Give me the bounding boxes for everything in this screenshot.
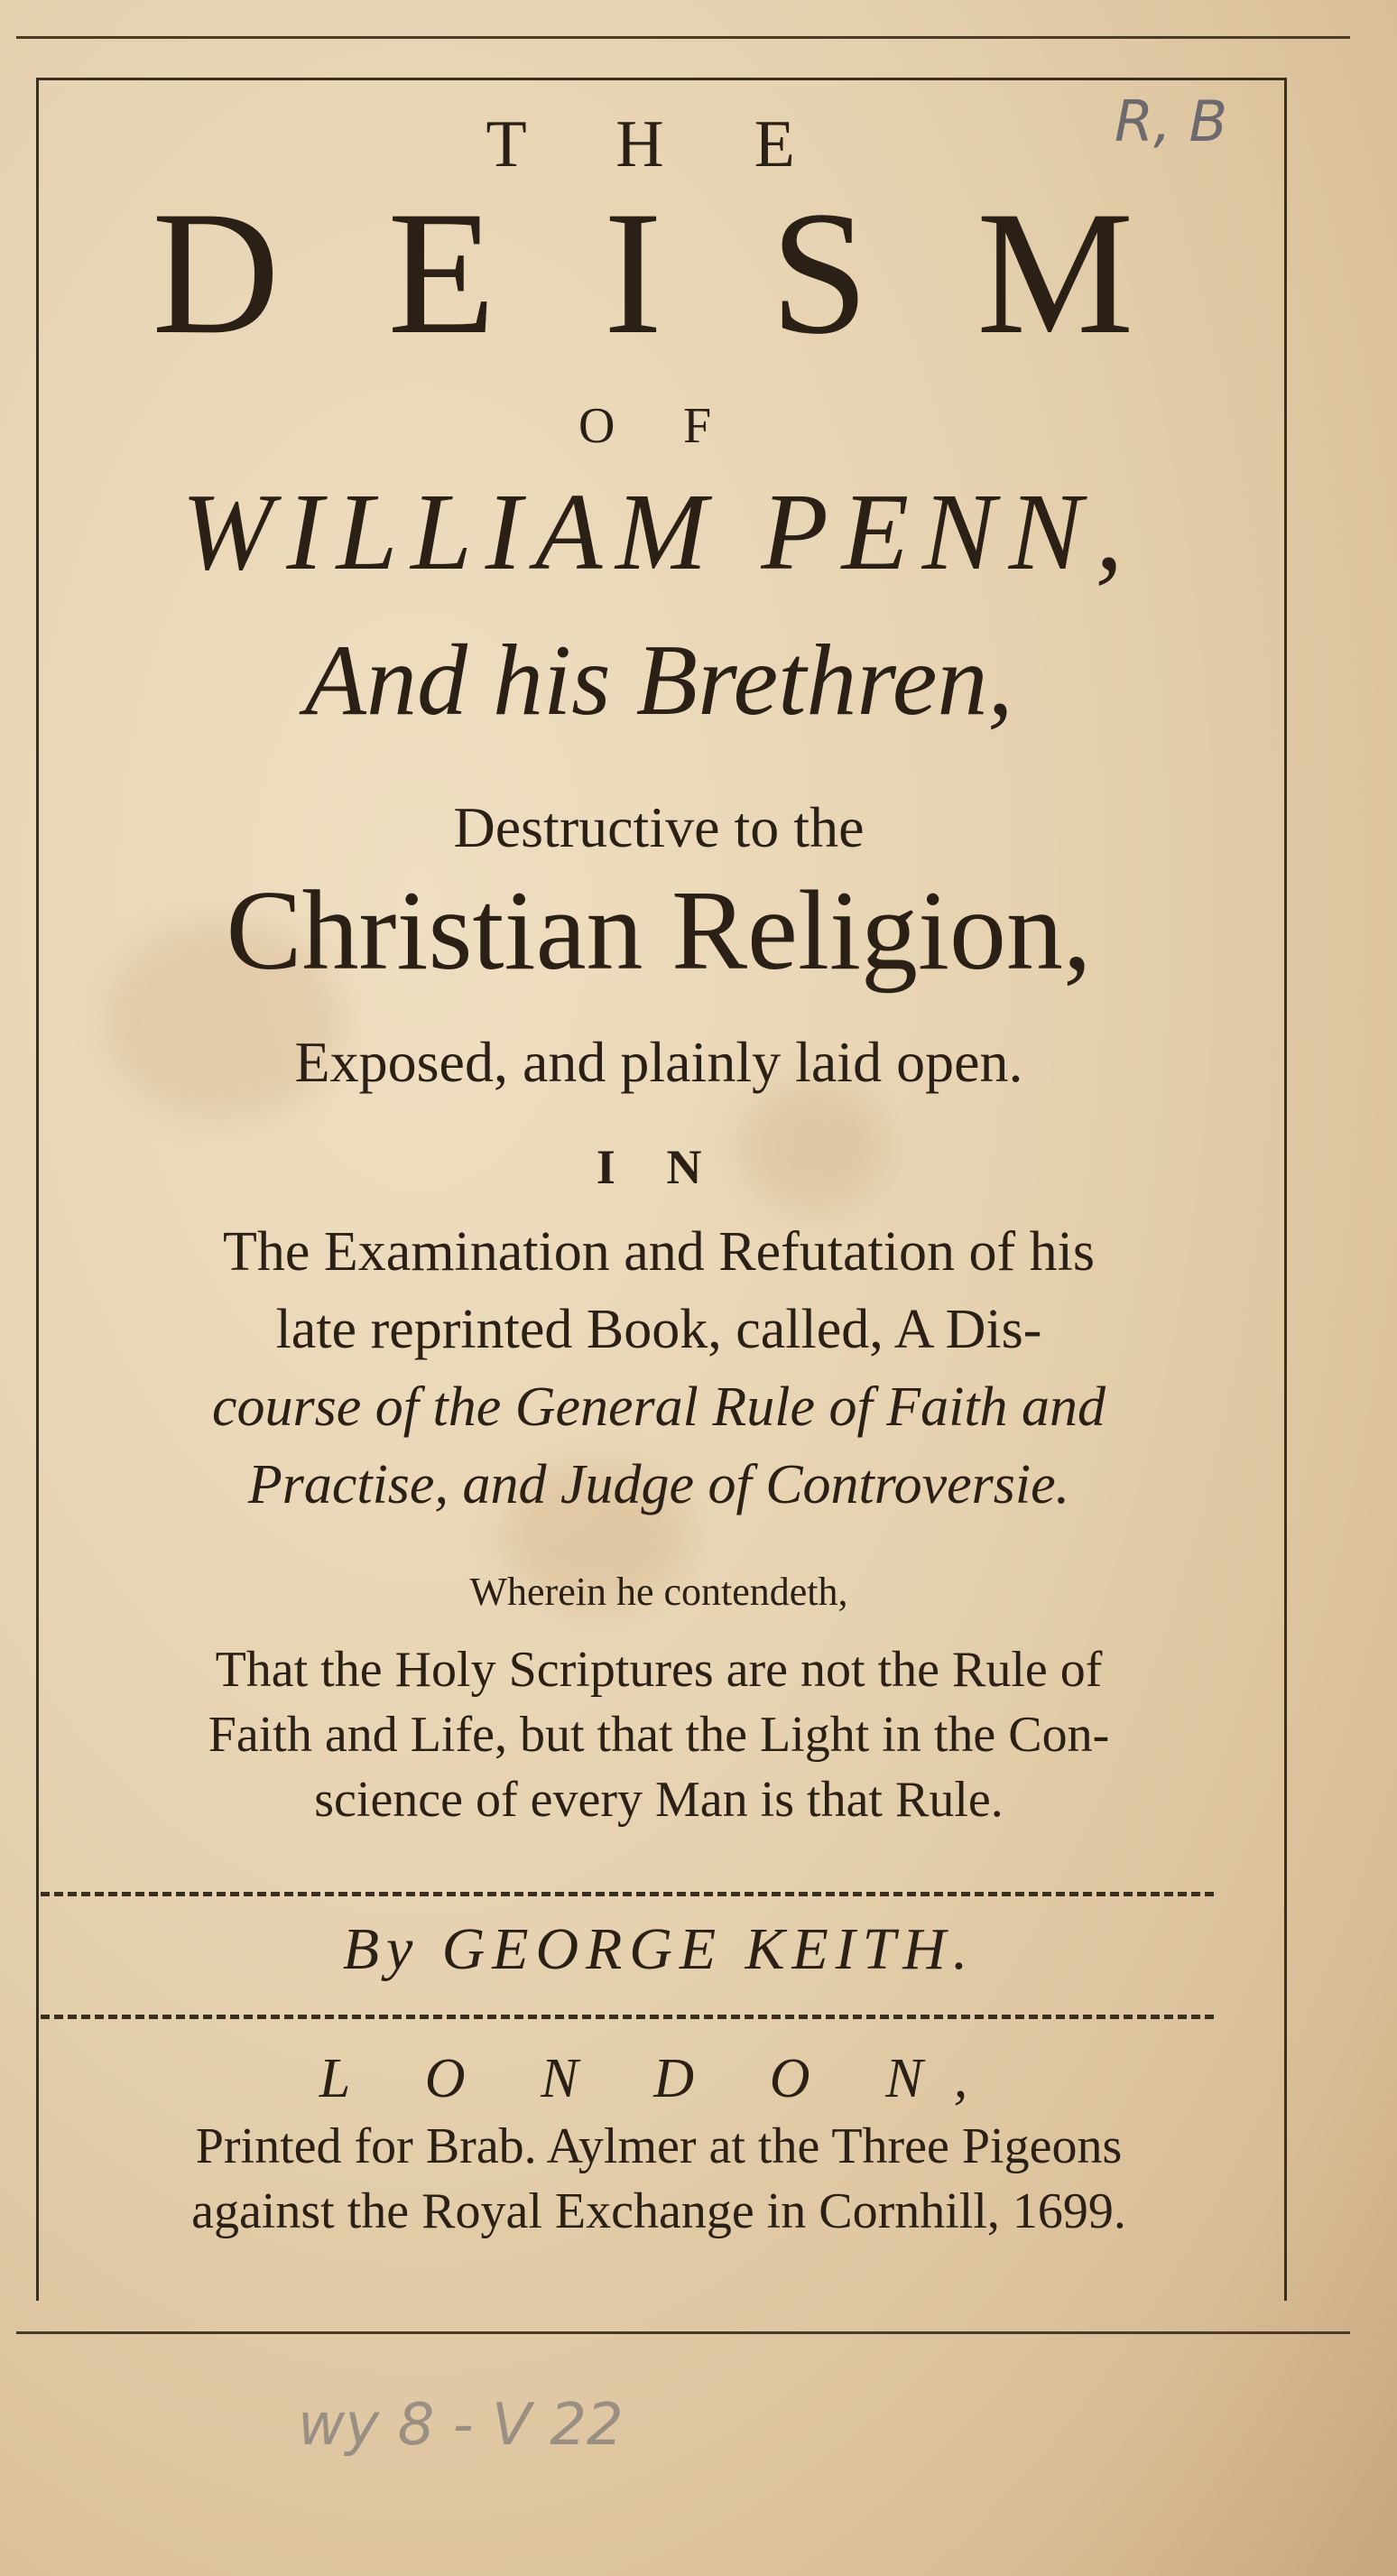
title-william-penn: WILLIAM PENN, xyxy=(181,471,1136,593)
title-deism: D E I S M xyxy=(152,175,1166,371)
title-of: O F xyxy=(578,398,739,454)
body-line-3: course of the General Rule of Faith and xyxy=(211,1376,1106,1438)
pencil-annotation-bottom: wy 8 - V 22 xyxy=(298,2392,624,2459)
subtitle-exposed: Exposed, and plainly laid open. xyxy=(294,1030,1023,1094)
wherein-label: Wherein he contendeth, xyxy=(469,1570,848,1614)
body-line-2: late reprinted Book, called, A Dis- xyxy=(275,1299,1042,1360)
ornamental-rule xyxy=(41,1892,1214,1896)
author-line: By GEORGE KEITH. xyxy=(342,1916,976,1982)
imprint-line-2: against the Royal Exchange in Cornhill, 1699. xyxy=(191,2183,1126,2239)
imprint-line-1: Printed for Brab. Aylmer at the Three Pigeons xyxy=(195,2118,1123,2174)
subtitle-christian-religion: Christian Religion, xyxy=(226,868,1092,994)
in-label: I N xyxy=(596,1140,722,1194)
imprint-city: L O N D O N, xyxy=(319,2048,999,2109)
ornamental-rule xyxy=(41,2015,1214,2019)
pencil-annotation-top: R, B xyxy=(1115,88,1228,154)
contention-line-1: That the Holy Scriptures are not the Rule of xyxy=(215,1642,1103,1698)
subtitle-destructive: Destructive to the xyxy=(453,795,865,859)
title-brethren: And his Brethren, xyxy=(304,625,1013,737)
body-line-1: The Examination and Refutation of his xyxy=(223,1221,1095,1283)
contention-line-3: science of every Man is that Rule. xyxy=(314,1772,1004,1828)
contention-line-2: Faith and Life, but that the Light in the Con- xyxy=(208,1707,1110,1763)
title-the: T H E xyxy=(486,107,832,181)
body-line-4: Practise, and Judge of Controversie. xyxy=(247,1454,1070,1515)
